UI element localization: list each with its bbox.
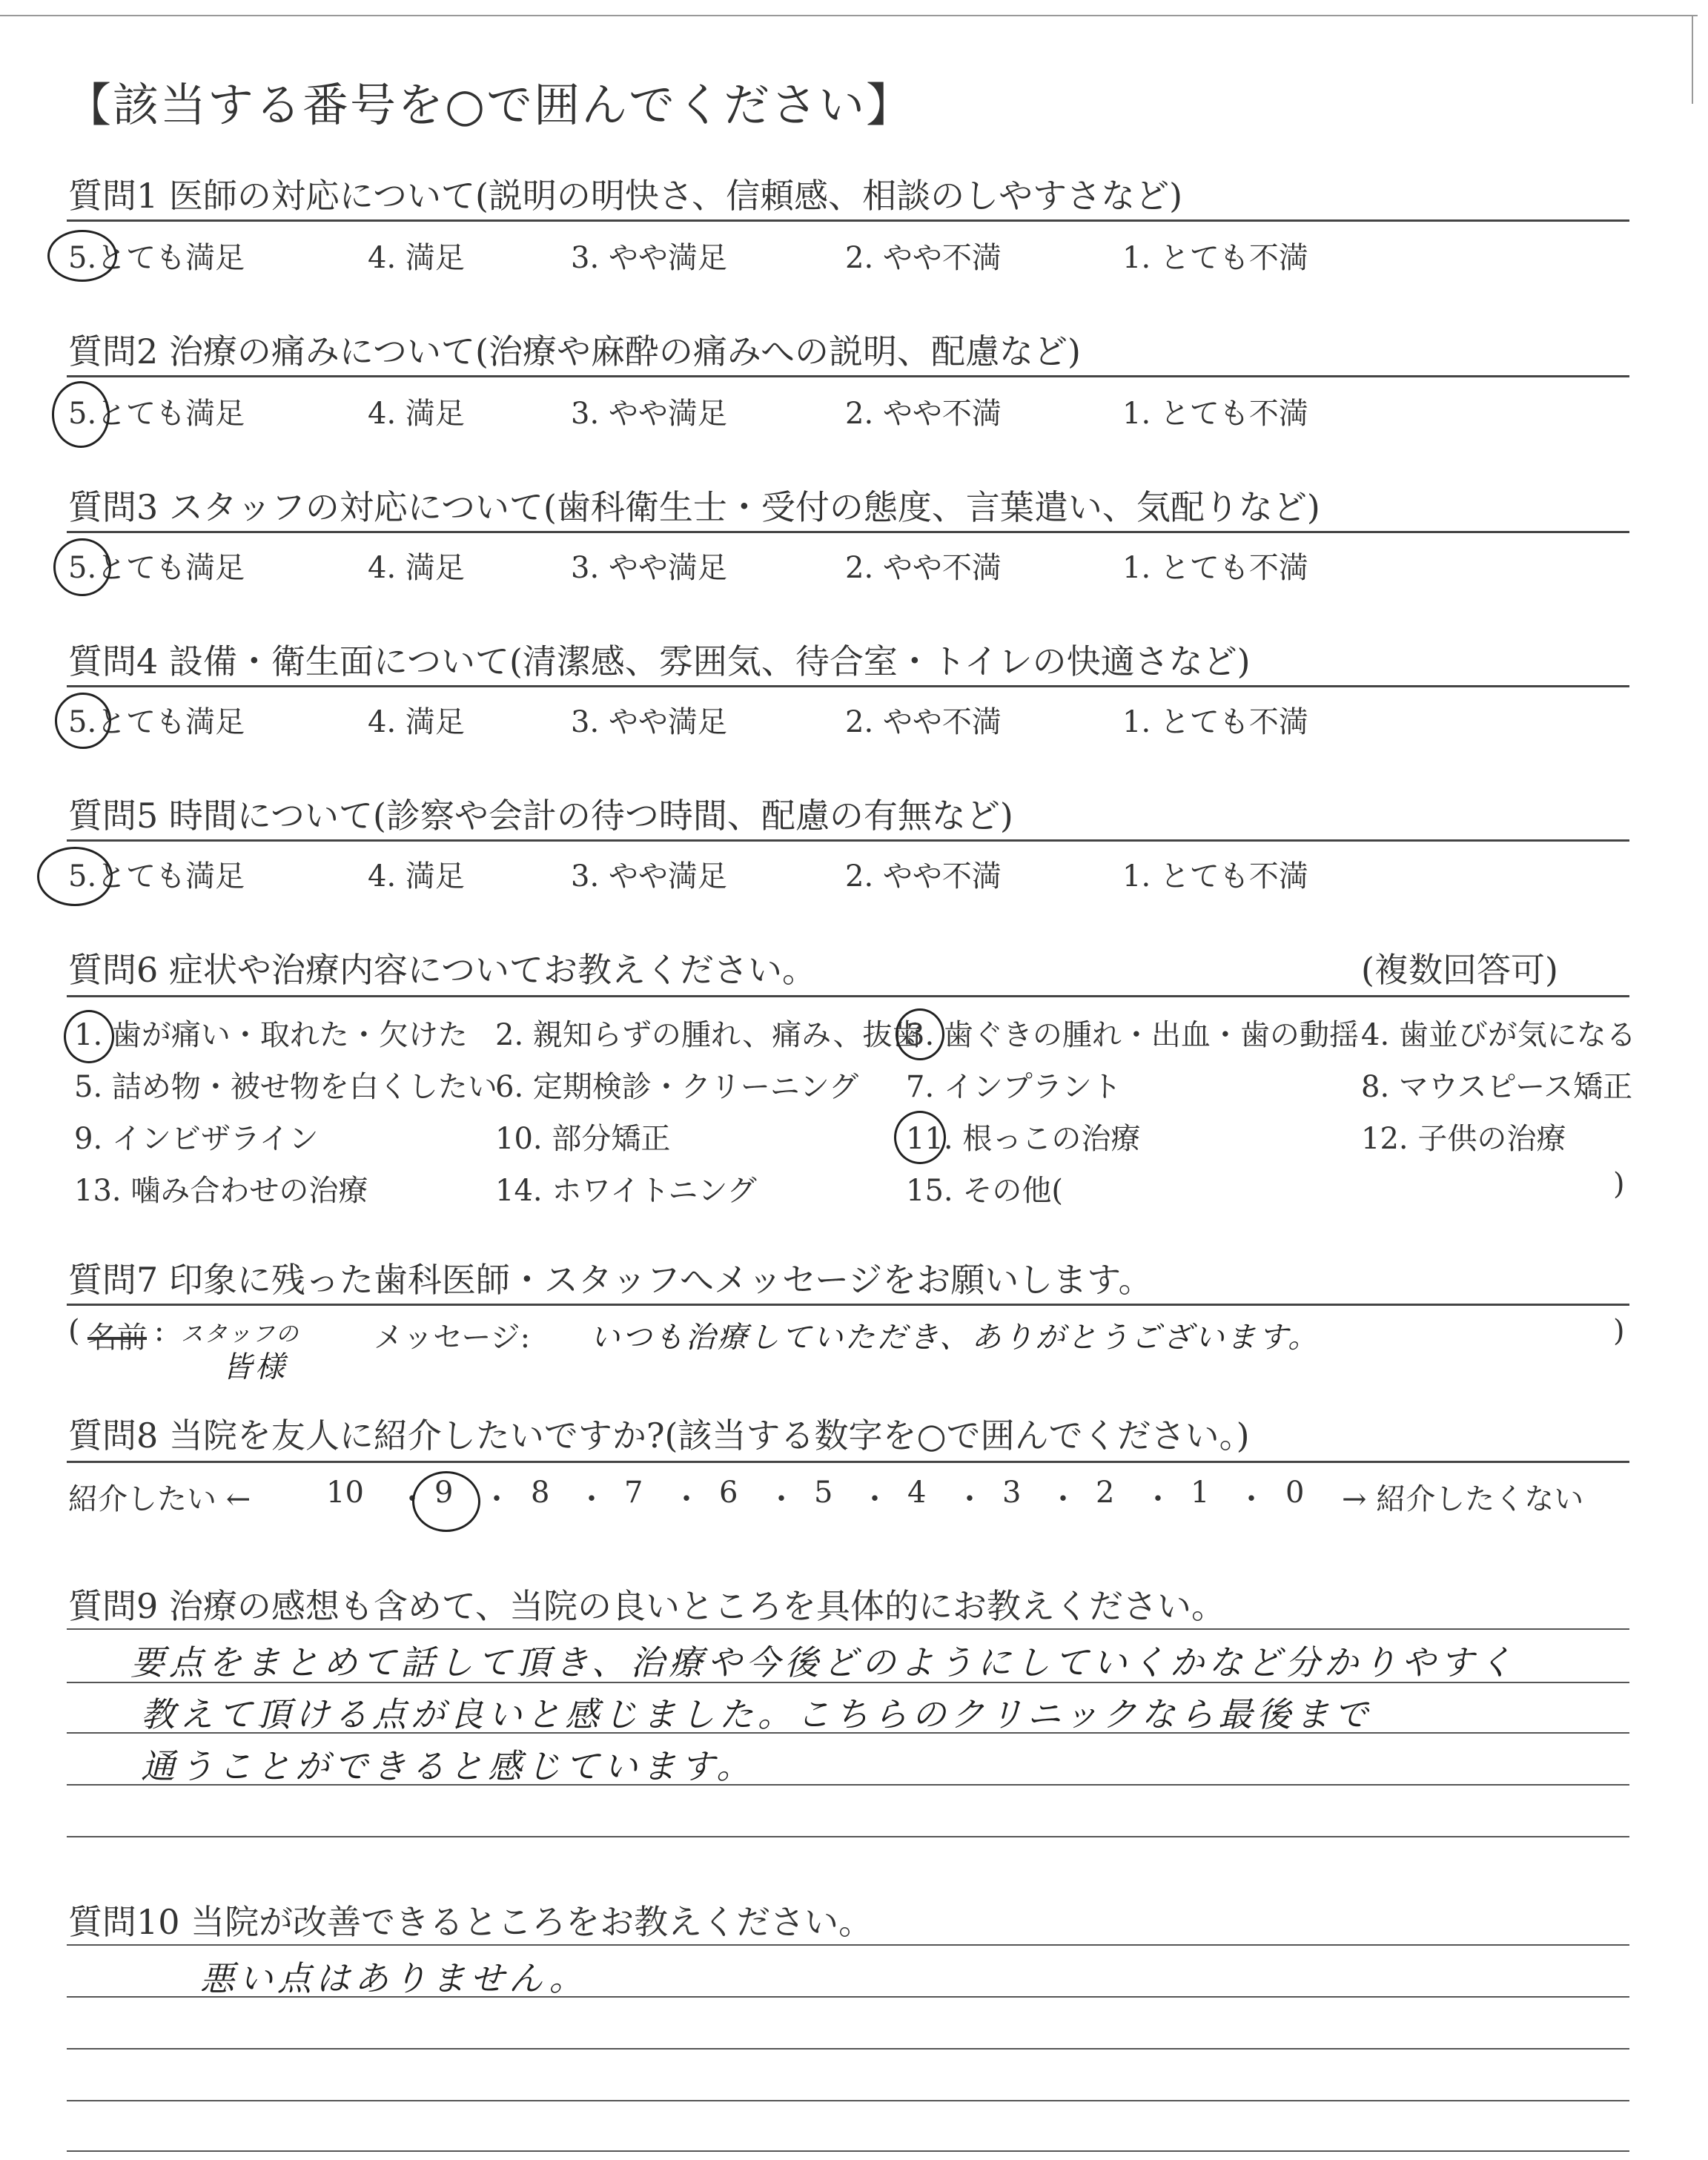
q5-option-3[interactable]: 3. やや満足 — [571, 859, 727, 894]
question-5-label: 質問5 時間について(診察や会計の待つ時間、配慮の有無など) — [68, 796, 1013, 836]
q8-score-0[interactable]: 0 — [1285, 1476, 1305, 1510]
q4-option-2[interactable]: 2. やや不満 — [845, 705, 1002, 739]
q4-option-5[interactable]: 5.とても満足 — [68, 705, 245, 739]
frame-right-edge — [1692, 15, 1693, 104]
q2-option-3[interactable]: 3. やや満足 — [571, 397, 727, 431]
q8-dot-10: ・ — [1237, 1482, 1266, 1516]
q1-option-5[interactable]: 5.とても満足 — [68, 241, 245, 275]
question-9-label: 質問9 治療の感想も含めて、当院の良いところを具体的にお教えください。 — [68, 1586, 1225, 1626]
question-6-note: (複数回答可) — [1361, 950, 1558, 990]
q6-option-4[interactable]: 4. 歯並びが気になる — [1361, 1018, 1636, 1052]
q8-dot-4: ・ — [672, 1482, 701, 1516]
q8-dot-1: ・ — [397, 1482, 427, 1516]
q1-option-1[interactable]: 1. とても不満 — [1122, 241, 1308, 275]
q8-score-3[interactable]: 3 — [1002, 1476, 1022, 1510]
q8-dot-2: ・ — [482, 1482, 512, 1516]
q5-option-5[interactable]: 5.とても満足 — [68, 859, 245, 894]
q7-open-paren: ( — [68, 1314, 80, 1348]
q4-option-1[interactable]: 1. とても不満 — [1122, 705, 1308, 739]
q3-option-5[interactable]: 5.とても満足 — [68, 551, 245, 585]
q4-answer-circle — [55, 693, 111, 749]
q9-answer-line-1[interactable]: 要点をまとめて話して頂き、治療や今後どのようにしていくかなど分かりやすく — [130, 1642, 1517, 1682]
q3-option-1[interactable]: 1. とても不満 — [1122, 551, 1308, 585]
q2-option-4[interactable]: 4. 満足 — [368, 397, 465, 431]
q3-option-4[interactable]: 4. 満足 — [368, 551, 465, 585]
q10-line-1 — [67, 1944, 1629, 1946]
q5-option-4[interactable]: 4. 満足 — [368, 859, 465, 894]
q7-close-paren: ) — [1613, 1314, 1625, 1348]
q8-dot-7: ・ — [955, 1482, 984, 1516]
q6-option-12[interactable]: 12. 子供の治療 — [1361, 1122, 1566, 1156]
question-10-label: 質問10 当院が改善できるところをお教えください。 — [68, 1902, 873, 1942]
q7-message-label: メッセージ: — [374, 1321, 531, 1355]
q8-left-label: 紹介したい ← — [68, 1482, 251, 1516]
q8-score-2[interactable]: 2 — [1096, 1476, 1115, 1510]
q10-answer-line-1[interactable]: 悪い点はありません。 — [200, 1958, 588, 1998]
q8-score-6[interactable]: 6 — [719, 1476, 738, 1510]
q6-option-1[interactable]: 1. 歯が痛い・取れた・欠けた — [74, 1018, 468, 1052]
q7-name-colon: : — [154, 1314, 165, 1348]
q10-line-3 — [67, 2048, 1629, 2050]
q8-dot-6: ・ — [860, 1482, 890, 1516]
q9-answer-line-2[interactable]: 教えて頂ける点が良いと感じました。こちらのクリニックなら最後まで — [141, 1694, 1373, 1734]
question-6-label: 質問6 症状や治療内容についてお教えください。 — [68, 950, 816, 990]
q6-option-11[interactable]: 11. 根っこの治療 — [906, 1122, 1141, 1156]
q8-score-1[interactable]: 1 — [1191, 1476, 1210, 1510]
q6-option-6[interactable]: 6. 定期検診・クリーニング — [495, 1070, 859, 1104]
q8-score-4[interactable]: 4 — [907, 1476, 927, 1510]
q8-score-9[interactable]: 9 — [434, 1476, 454, 1510]
q5-option-2[interactable]: 2. やや不満 — [845, 859, 1002, 894]
q8-dot-8: ・ — [1048, 1482, 1078, 1516]
q6-option-8[interactable]: 8. マウスピース矯正 — [1361, 1070, 1633, 1104]
q1-option-4[interactable]: 4. 満足 — [368, 241, 465, 275]
q9-answer-line-3[interactable]: 通うことができると感じています。 — [141, 1746, 755, 1786]
q8-score-5[interactable]: 5 — [814, 1476, 833, 1510]
q1-option-3[interactable]: 3. やや満足 — [571, 241, 727, 275]
question-5-rule — [67, 839, 1629, 842]
q4-option-4[interactable]: 4. 満足 — [368, 705, 465, 739]
q3-answer-circle — [53, 538, 111, 596]
q8-dot-3: ・ — [577, 1482, 606, 1516]
frame-top-edge — [0, 15, 1698, 16]
q6-option-3[interactable]: 3. 歯ぐきの腫れ・出血・歯の動揺 — [906, 1018, 1359, 1052]
question-8-rule — [67, 1461, 1629, 1463]
question-2-rule — [67, 375, 1629, 377]
q7-name-value-top[interactable]: スタッフの — [181, 1321, 299, 1347]
question-2-label: 質問2 治療の痛みについて(治療や麻酔の痛みへの説明、配慮など) — [68, 331, 1081, 371]
page-title: 【該当する番号を○で囲んでください】 — [65, 78, 914, 132]
question-7-rule — [67, 1304, 1629, 1306]
q3-option-3[interactable]: 3. やや満足 — [571, 551, 727, 585]
q2-answer-circle — [52, 381, 110, 448]
q8-answer-circle — [412, 1471, 480, 1532]
q6-option-9[interactable]: 9. インビザライン — [74, 1122, 319, 1156]
q9-line-1 — [67, 1628, 1629, 1630]
q1-option-2[interactable]: 2. やや不満 — [845, 241, 1002, 275]
q6-option-2[interactable]: 2. 親知らずの腫れ、痛み、抜歯 — [495, 1018, 922, 1052]
question-7-label: 質問7 印象に残った歯科医師・スタッフへメッセージをお願いします。 — [68, 1260, 1153, 1300]
q6-option-7[interactable]: 7. インプラント — [906, 1070, 1122, 1104]
q2-option-1[interactable]: 1. とても不満 — [1122, 397, 1308, 431]
question-1-label: 質問1 医師の対応について(説明の明快さ、信頼感、相談のしやすさなど) — [68, 176, 1183, 216]
question-4-label: 質問4 設備・衛生面について(清潔感、雰囲気、待合室・トイレの快適さなど) — [68, 641, 1251, 681]
q2-option-5[interactable]: 5.とても満足 — [68, 397, 245, 431]
q10-line-4 — [67, 2100, 1629, 2101]
q5-option-1[interactable]: 1. とても不満 — [1122, 859, 1308, 894]
q6-option-10[interactable]: 10. 部分矯正 — [495, 1122, 671, 1156]
q6-option-15-close: ) — [1613, 1167, 1625, 1201]
q9-line-5 — [67, 1836, 1629, 1837]
q6-option-15[interactable]: 15. その他( — [906, 1174, 1063, 1208]
q6-answer-circle-11 — [894, 1111, 946, 1164]
q10-line-5 — [67, 2150, 1629, 2152]
question-1-rule — [67, 219, 1629, 222]
question-3-label: 質問3 スタッフの対応について(歯科衛生士・受付の態度、言葉遣い、気配りなど) — [68, 487, 1320, 527]
q6-answer-circle-3 — [896, 1008, 944, 1060]
question-8-label: 質問8 当院を友人に紹介したいですか?(該当する数字を○で囲んでください。) — [68, 1416, 1250, 1456]
q2-option-2[interactable]: 2. やや不満 — [845, 397, 1002, 431]
question-3-rule — [67, 531, 1629, 533]
q3-option-2[interactable]: 2. やや不満 — [845, 551, 1002, 585]
q5-answer-circle — [37, 847, 113, 906]
q8-dot-9: ・ — [1143, 1482, 1173, 1516]
q7-message-value[interactable]: いつも治療していただき、ありがとうございます。 — [590, 1321, 1320, 1355]
q1-answer-circle — [47, 230, 117, 282]
q4-option-3[interactable]: 3. やや満足 — [571, 705, 727, 739]
q8-score-8[interactable]: 8 — [531, 1476, 550, 1510]
q6-option-13[interactable]: 13. 噛み合わせの治療 — [74, 1174, 368, 1208]
q8-right-label: → 紹介したくない — [1342, 1482, 1584, 1516]
q6-option-5[interactable]: 5. 詰め物・被せ物を白くしたい — [74, 1070, 497, 1104]
q8-score-7[interactable]: 7 — [624, 1476, 643, 1510]
question-6-rule — [67, 995, 1629, 997]
q6-answer-circle-1 — [64, 1010, 114, 1063]
q7-name-value-bottom[interactable]: 皆様 — [222, 1350, 288, 1384]
q8-score-10[interactable]: 10 — [326, 1476, 364, 1510]
q7-name-label: 名前 — [87, 1321, 147, 1355]
q8-dot-5: ・ — [767, 1482, 796, 1516]
question-4-rule — [67, 685, 1629, 687]
q6-option-14[interactable]: 14. ホワイトニング — [495, 1174, 757, 1208]
